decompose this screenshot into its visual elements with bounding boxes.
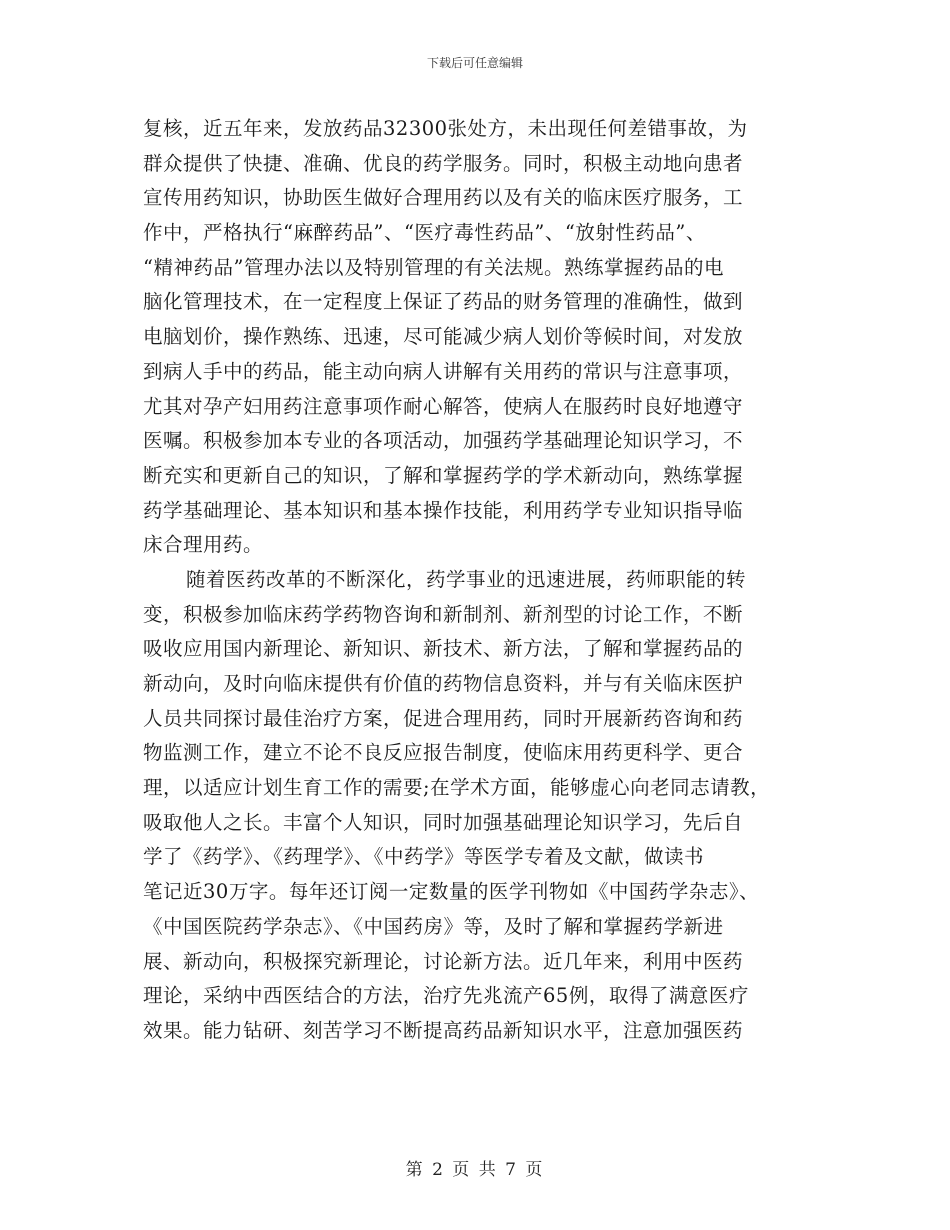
text-line: 物监测工作，建立不论不良反应报告制度，使临床用药更科学、更合 (143, 741, 744, 765)
paragraph-1 (143, 112, 811, 563)
text-line: “精神药品”管理办法以及特别管理的有关法规。熟练掌握药品的电 (143, 255, 724, 279)
text-line: 医嘱。积极参加本专业的各项活动，加强药学基础理论知识学习，不 (143, 429, 744, 453)
page-number-footer: 第 2 页 共 7 页 (405, 1160, 545, 1180)
text-line: 理论，采纳中西医结合的方法，治疗先兆流产65例，取得了满意医疗 (143, 984, 749, 1008)
text-line: 复核，近五年来，发放药品32300张处方，未出现任何差错事故，为 (143, 117, 748, 140)
document-body (143, 112, 811, 1049)
paragraph-2 (143, 563, 811, 1049)
text-line: 宣传用药知识，协助医生做好合理用药以及有关的临床医疗服务，工 (143, 186, 744, 210)
text-line: 吸收应用国内新理论、新知识、新技术、新方法，了解和掌握药品的 (143, 637, 744, 661)
text-line: 尤其对孕产妇用药注意事项作耐心解答，使病人在服药时良好地遵守 (143, 394, 744, 418)
text-line: 床合理用药。 (143, 533, 264, 557)
text-line: 学了《药学》、《药理学》、《中药学》等医学专着及文献，做读书 (143, 845, 705, 869)
text-line: 展、新动向，积极探究新理论，讨论新方法。近几年来，利用中医药 (143, 949, 744, 973)
text-line: 电脑划价，操作熟练、迅速，尽可能减少病人划价等候时间，对发放 (143, 325, 744, 349)
text-line: 人员共同探讨最佳治疗方案，促进合理用药，同时开展新药咨询和药 (143, 706, 744, 730)
text-line: 理，以适应计划生育工作的需要;在学术方面，能够虚心向老同志请教， (143, 776, 771, 800)
text-line: 变，积极参加临床药学药物咨询和新制剂、新剂型的讨论工作，不断 (143, 602, 744, 626)
text-line: 药学基础理论、基本知识和基本操作技能，利用药学专业知识指导临 (143, 498, 744, 522)
text-line: 吸取他人之长。丰富个人知识，同时加强基础理论知识学习，先后自 (143, 810, 744, 834)
text-line: 脑化管理技术，在一定程度上保证了药品的财务管理的准确性，做到 (143, 290, 744, 314)
text-line: 《中国医院药学杂志》、《中国药房》等，及时了解和掌握药学新进 (143, 914, 724, 938)
text-line: 效果。能力钻研、刻苦学习不断提高药品新知识水平，注意加强医药 (143, 1018, 744, 1042)
text-line: 断充实和更新自己的知识，了解和掌握药学的学术新动向，熟练掌握 (143, 463, 744, 487)
text-line: 到病人手中的药品，能主动向病人讲解有关用药的常识与注意事项， (143, 359, 744, 383)
text-line: 作中，严格执行“麻醉药品”、“医疗毒性药品”、“放射性药品”、 (143, 221, 706, 245)
text-line: 笔记近30万字。每年还订阅一定数量的医学刊物如《中国药学杂志》、 (143, 880, 760, 904)
text-line: 新动向，及时向临床提供有价值的药物信息资料，并与有关临床医护 (143, 672, 744, 695)
page-header: 下载后可任意编辑 (426, 56, 523, 70)
text-line-indented: 随着医药改革的不断深化，药学事业的迅速进展，药师职能的转 (186, 567, 747, 591)
text-line: 群众提供了快捷、准确、优良的药学服务。同时，积极主动地向患者 (143, 151, 744, 175)
